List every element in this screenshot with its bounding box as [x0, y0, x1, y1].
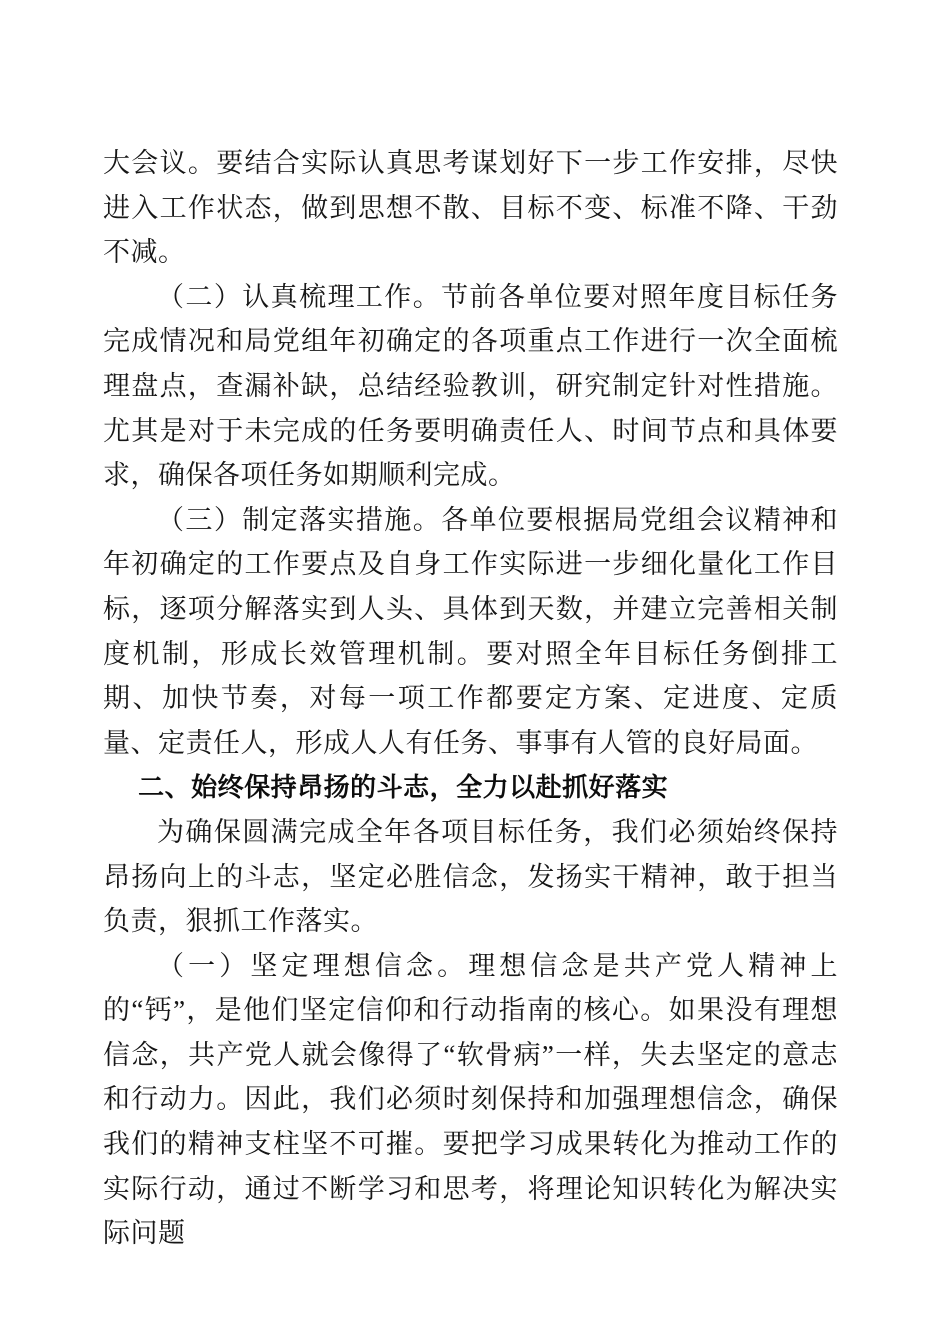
section-heading-two: 二、始终保持昂扬的斗志，全力以赴抓好落实	[138, 772, 669, 803]
paragraph-point-two: （二）认真梳理工作。节前各单位要对照年度目标任务完成情况和局党组年初确定的各项重点工作进行一次全面梳理盘点，查漏补缺，总结经验教训，研究制定针对性措施。尤其是对于未完成的任务要明确责任人、时间节点和具体要求，确保各项任务如期顺利完成。	[103, 281, 838, 491]
paragraph-section-intro: 为确保圆满完成全年各项目标任务，我们必须始终保持昂扬向上的斗志，坚定必胜信念，发扬实干精神，敢于担当负责，狠抓工作落实。	[103, 816, 838, 937]
paragraph-continuation: 大会议。要结合实际认真思考谋划好下一步工作安排，尽快进入工作状态，做到思想不散、目标不变、标准不降、干劲不减。	[103, 148, 838, 268]
paragraph-point-one-ideals: （一）坚定理想信念。理想信念是共产党人精神上的“钙”，是他们坚定信仰和行动指南的核心。如果没有理想信念，共产党人就会像得了“软骨病”一样，失去坚定的意志和行动力。因此，我们必须时刻保持和加强理想信念，确保我们的精神支柱坚不可摧。要把学习成果转化为推动工作的实际行动，通过不断学习和思考，将理论知识转化为解决实际问题	[103, 950, 838, 1249]
paragraph-point-three: （三）制定落实措施。各单位要根据局党组会议精神和年初确定的工作要点及自身工作实际进一步细化量化工作目标，逐项分解落实到人头、具体到天数，并建立完善相关制度机制，形成长效管理机制。要对照全年目标任务倒排工期、加快节奏，对每一项工作都要定方案、定进度、定质量、定责任人，形成人人有任务、事事有人管的良好局面。	[103, 504, 838, 758]
document-content	[103, 141, 838, 1256]
